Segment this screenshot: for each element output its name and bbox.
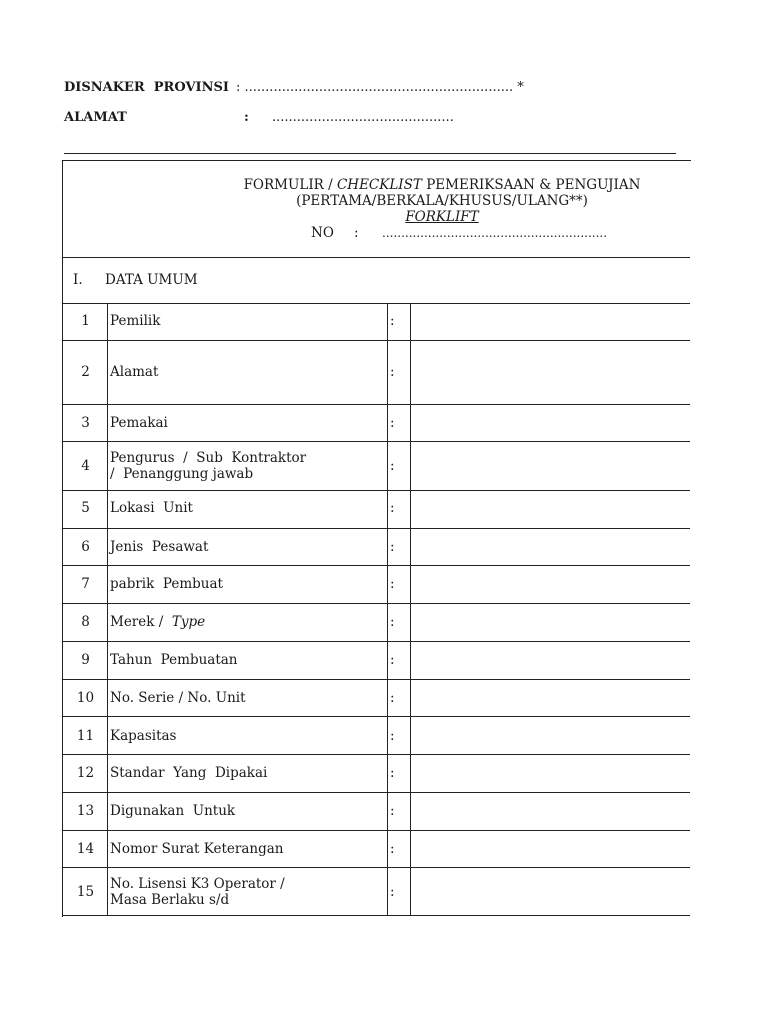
no-label: NO xyxy=(311,225,334,241)
alamat-label: ALAMAT xyxy=(64,110,127,125)
form-title: FORMULIR / CHECKLIST PEMERIKSAAN & PENGUJIAN xyxy=(243,177,641,193)
row-number: 4 xyxy=(81,458,90,474)
row-divider xyxy=(62,603,690,604)
row-colon: : xyxy=(390,500,395,516)
row-number: 5 xyxy=(81,500,90,516)
row-number: 7 xyxy=(81,576,90,592)
row-number: 15 xyxy=(76,884,95,900)
row-label: Pemakai xyxy=(110,415,168,431)
row-colon: : xyxy=(390,539,395,555)
row-label: Jenis Pesawat xyxy=(110,539,209,555)
row-colon: : xyxy=(390,614,395,630)
section-number: I. xyxy=(73,272,83,288)
row-label: pabrik Pembuat xyxy=(110,576,223,592)
row-divider xyxy=(62,754,690,755)
row-divider xyxy=(62,679,690,680)
row-number: 1 xyxy=(81,313,90,329)
row-number: 2 xyxy=(81,364,90,380)
row-label: Pemilik xyxy=(110,313,161,329)
row-colon: : xyxy=(390,841,395,857)
row-colon: : xyxy=(390,415,395,431)
form-subtitle: (PERTAMA/BERKALA/KHUSUS/ULANG**) xyxy=(296,193,588,209)
equipment-name: FORKLIFT xyxy=(405,209,479,225)
row-number: 8 xyxy=(81,614,90,630)
disnaker-value[interactable]: : ................................................................. * xyxy=(236,80,524,95)
row-colon: : xyxy=(390,690,395,706)
row-label: Kapasitas xyxy=(110,728,177,744)
row-label: Standar Yang Dipakai xyxy=(110,765,268,781)
row-colon: : xyxy=(390,458,395,474)
row-colon: : xyxy=(390,576,395,592)
col-divider-number xyxy=(107,303,108,916)
no-colon: : xyxy=(354,225,359,241)
row-label: Nomor Surat Keterangan xyxy=(110,841,284,857)
row-divider xyxy=(62,792,690,793)
row-number: 6 xyxy=(81,539,90,555)
header-separator xyxy=(64,153,676,154)
row-divider xyxy=(62,565,690,566)
row-number: 10 xyxy=(76,690,95,706)
row-label: Digunakan Untuk xyxy=(110,803,236,819)
row-label: No. Serie / No. Unit xyxy=(110,690,246,706)
alamat-colon: : xyxy=(244,110,249,125)
alamat-value[interactable]: ............................................ xyxy=(272,110,454,125)
title-divider xyxy=(62,257,690,258)
section-title: DATA UMUM xyxy=(105,272,198,288)
col-divider-label xyxy=(387,303,388,916)
row-number: 11 xyxy=(76,728,95,744)
row-divider xyxy=(62,641,690,642)
row-colon: : xyxy=(390,803,395,819)
row-colon: : xyxy=(390,652,395,668)
row-number: 3 xyxy=(81,415,90,431)
row-divider xyxy=(62,830,690,831)
table-bottom-border xyxy=(62,915,690,916)
row-divider xyxy=(62,867,690,868)
row-divider xyxy=(62,404,690,405)
row-divider xyxy=(62,528,690,529)
row-divider xyxy=(62,441,690,442)
section-divider xyxy=(62,303,690,304)
row-colon: : xyxy=(390,313,395,329)
row-number: 9 xyxy=(81,652,90,668)
row-number: 13 xyxy=(76,803,95,819)
row-label: Pengurus / Sub Kontraktor / Penanggung jawab xyxy=(110,450,307,482)
row-label: Merek / Type xyxy=(110,614,206,630)
row-divider xyxy=(62,340,690,341)
no-value[interactable]: ........................................................... xyxy=(382,226,608,240)
disnaker-label: DISNAKER PROVINSI xyxy=(64,80,229,95)
row-divider xyxy=(62,490,690,491)
row-divider xyxy=(62,716,690,717)
row-number: 12 xyxy=(76,765,95,781)
row-colon: : xyxy=(390,884,395,900)
row-label: No. Lisensi K3 Operator / Masa Berlaku s/d xyxy=(110,876,285,908)
row-number: 14 xyxy=(76,841,95,857)
row-label: Tahun Pembuatan xyxy=(110,652,238,668)
row-label: Alamat xyxy=(110,364,159,380)
col-divider-colon xyxy=(410,303,411,916)
row-label: Lokasi Unit xyxy=(110,500,193,516)
row-colon: : xyxy=(390,728,395,744)
row-colon: : xyxy=(390,364,395,380)
row-colon: : xyxy=(390,765,395,781)
